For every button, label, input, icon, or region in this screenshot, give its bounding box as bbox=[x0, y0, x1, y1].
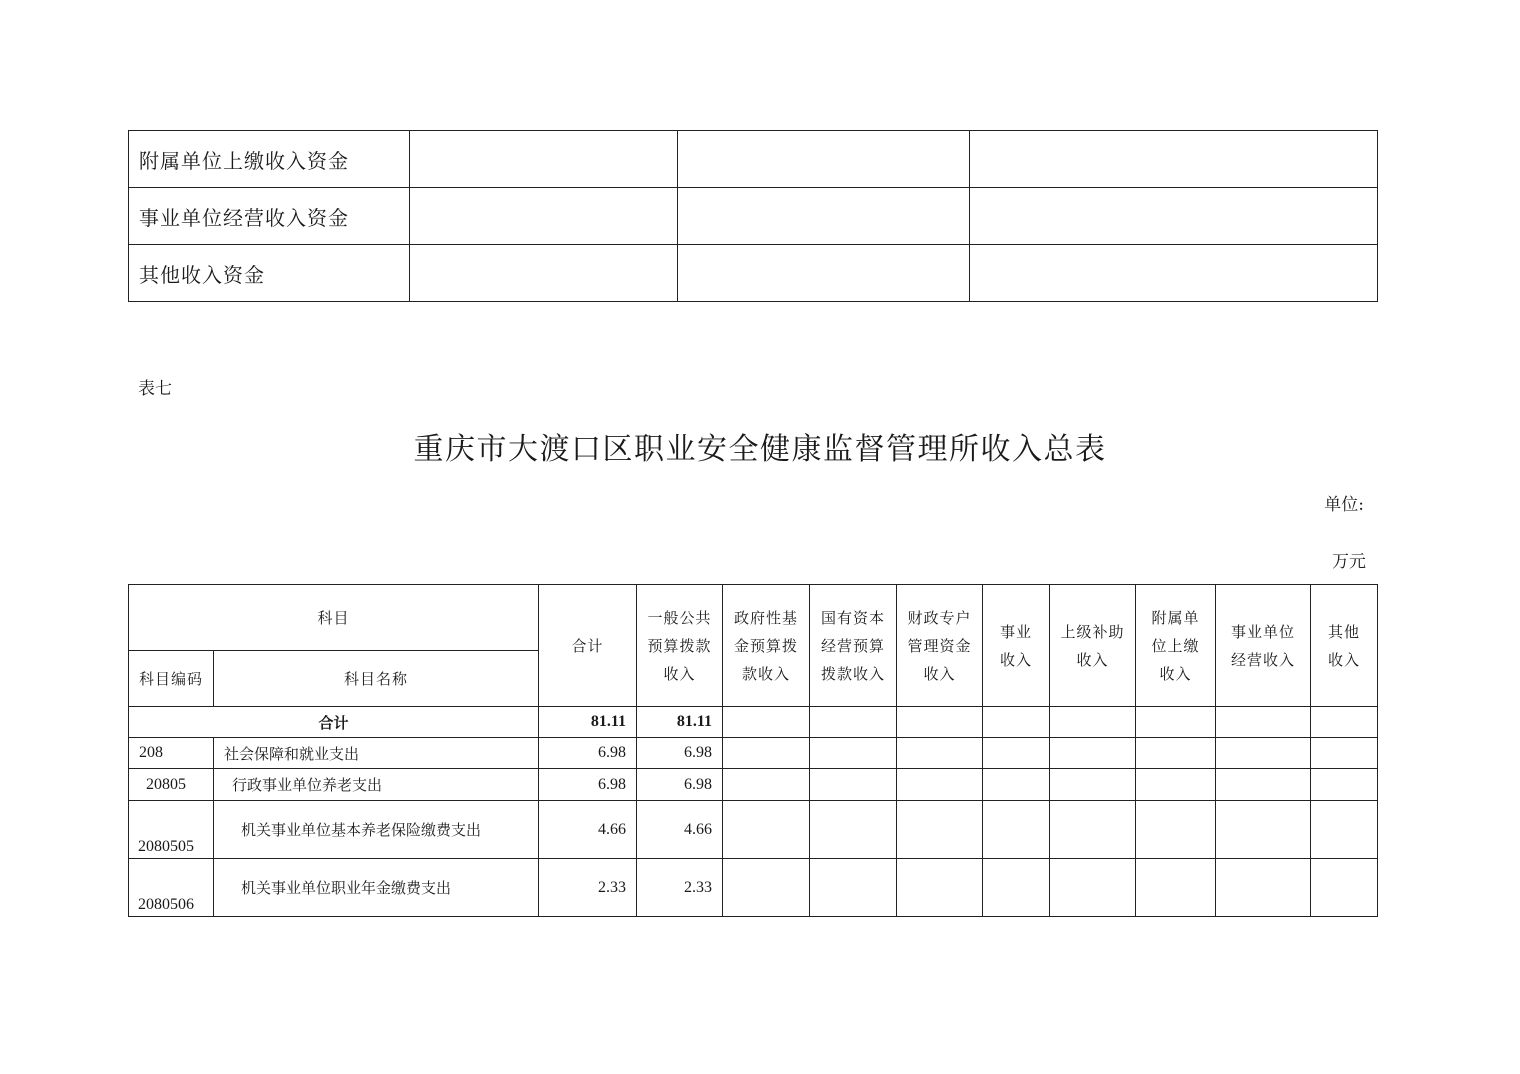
empty-cell bbox=[983, 707, 1050, 738]
row-label: 附属单位上缴收入资金 bbox=[129, 131, 410, 188]
unit-label: 单位: bbox=[1324, 495, 1364, 515]
header-operating: 事业单位 经营收入 bbox=[1216, 585, 1311, 707]
subject-code: 2080506 bbox=[129, 859, 214, 917]
header-state-capital: 国有资本 经营预算 拨款收入 bbox=[810, 585, 897, 707]
table-row bbox=[129, 801, 1378, 859]
empty-cell bbox=[678, 245, 970, 302]
empty-cell bbox=[723, 801, 810, 859]
row-total: 6.98 bbox=[539, 738, 637, 769]
empty-cell bbox=[1050, 801, 1136, 859]
total-general-value: 81.11 bbox=[637, 707, 723, 738]
empty-cell bbox=[810, 859, 897, 917]
empty-cell bbox=[897, 859, 983, 917]
header-business-income: 事业 收入 bbox=[983, 585, 1050, 707]
subject-code: 20805 bbox=[129, 769, 214, 801]
empty-cell bbox=[723, 859, 810, 917]
empty-cell bbox=[983, 859, 1050, 917]
empty-cell bbox=[1136, 769, 1216, 801]
table-number: 表七 bbox=[138, 379, 172, 399]
empty-cell bbox=[723, 769, 810, 801]
total-row bbox=[129, 707, 1378, 738]
subject-name: 机关事业单位职业年金缴费支出 bbox=[214, 859, 539, 917]
empty-cell bbox=[970, 131, 1378, 188]
empty-cell bbox=[1311, 707, 1378, 738]
row-general: 6.98 bbox=[637, 769, 723, 801]
subject-code: 208 bbox=[129, 738, 214, 769]
empty-cell bbox=[810, 738, 897, 769]
subject-name: 行政事业单位养老支出 bbox=[214, 769, 539, 801]
row-total: 4.66 bbox=[539, 801, 637, 859]
header-total: 合计 bbox=[539, 585, 637, 707]
continuation-table bbox=[128, 130, 1378, 302]
empty-cell bbox=[970, 245, 1378, 302]
empty-cell bbox=[1216, 859, 1311, 917]
empty-cell bbox=[410, 131, 678, 188]
empty-cell bbox=[723, 738, 810, 769]
empty-cell bbox=[1050, 707, 1136, 738]
empty-cell bbox=[1136, 859, 1216, 917]
empty-cell bbox=[1136, 707, 1216, 738]
empty-cell bbox=[1311, 859, 1378, 917]
table-row bbox=[129, 738, 1378, 769]
header-gov-fund: 政府性基 金预算拨 款收入 bbox=[723, 585, 810, 707]
header-other: 其他 收入 bbox=[1311, 585, 1378, 707]
row-label: 事业单位经营收入资金 bbox=[129, 188, 410, 245]
empty-cell bbox=[1311, 738, 1378, 769]
empty-cell bbox=[678, 188, 970, 245]
page-title: 重庆市大渡口区职业安全健康监督管理所收入总表 bbox=[413, 432, 1107, 467]
empty-cell bbox=[723, 707, 810, 738]
empty-cell bbox=[1216, 707, 1311, 738]
subject-code: 2080505 bbox=[129, 801, 214, 859]
empty-cell bbox=[810, 769, 897, 801]
empty-cell bbox=[897, 738, 983, 769]
empty-cell bbox=[410, 245, 678, 302]
empty-cell bbox=[897, 801, 983, 859]
table-row bbox=[129, 769, 1378, 801]
row-general: 2.33 bbox=[637, 859, 723, 917]
unit-value: 万元 bbox=[1332, 552, 1366, 572]
empty-cell bbox=[810, 801, 897, 859]
empty-cell bbox=[1216, 769, 1311, 801]
empty-cell bbox=[897, 769, 983, 801]
empty-cell bbox=[983, 801, 1050, 859]
header-row bbox=[129, 585, 1378, 651]
empty-cell bbox=[983, 769, 1050, 801]
empty-cell bbox=[1216, 801, 1311, 859]
empty-cell bbox=[1050, 859, 1136, 917]
total-value: 81.11 bbox=[539, 707, 637, 738]
row-general: 6.98 bbox=[637, 738, 723, 769]
empty-cell bbox=[983, 738, 1050, 769]
header-fiscal-special: 财政专户 管理资金 收入 bbox=[897, 585, 983, 707]
empty-cell bbox=[1136, 738, 1216, 769]
empty-cell bbox=[1050, 738, 1136, 769]
row-label: 其他收入资金 bbox=[129, 245, 410, 302]
header-subject-code: 科目编码 bbox=[129, 651, 214, 707]
empty-cell bbox=[810, 707, 897, 738]
row-total: 6.98 bbox=[539, 769, 637, 801]
empty-cell bbox=[897, 707, 983, 738]
header-superior-subsidy: 上级补助 收入 bbox=[1050, 585, 1136, 707]
table-row bbox=[129, 859, 1378, 917]
table-row bbox=[129, 245, 1378, 302]
empty-cell bbox=[1311, 769, 1378, 801]
empty-cell bbox=[1136, 801, 1216, 859]
subject-name: 社会保障和就业支出 bbox=[214, 738, 539, 769]
row-general: 4.66 bbox=[637, 801, 723, 859]
empty-cell bbox=[1311, 801, 1378, 859]
total-label: 合计 bbox=[129, 707, 539, 738]
header-subject-name: 科目名称 bbox=[214, 651, 539, 707]
subject-name: 机关事业单位基本养老保险缴费支出 bbox=[214, 801, 539, 859]
header-general-budget: 一般公共 预算拨款 收入 bbox=[637, 585, 723, 707]
header-subject: 科目 bbox=[129, 585, 539, 651]
table-row bbox=[129, 131, 1378, 188]
empty-cell bbox=[1216, 738, 1311, 769]
income-summary-table bbox=[128, 584, 1378, 917]
empty-cell bbox=[678, 131, 970, 188]
table-row bbox=[129, 188, 1378, 245]
empty-cell bbox=[970, 188, 1378, 245]
empty-cell bbox=[1050, 769, 1136, 801]
header-affiliated: 附属单 位上缴 收入 bbox=[1136, 585, 1216, 707]
row-total: 2.33 bbox=[539, 859, 637, 917]
empty-cell bbox=[410, 188, 678, 245]
